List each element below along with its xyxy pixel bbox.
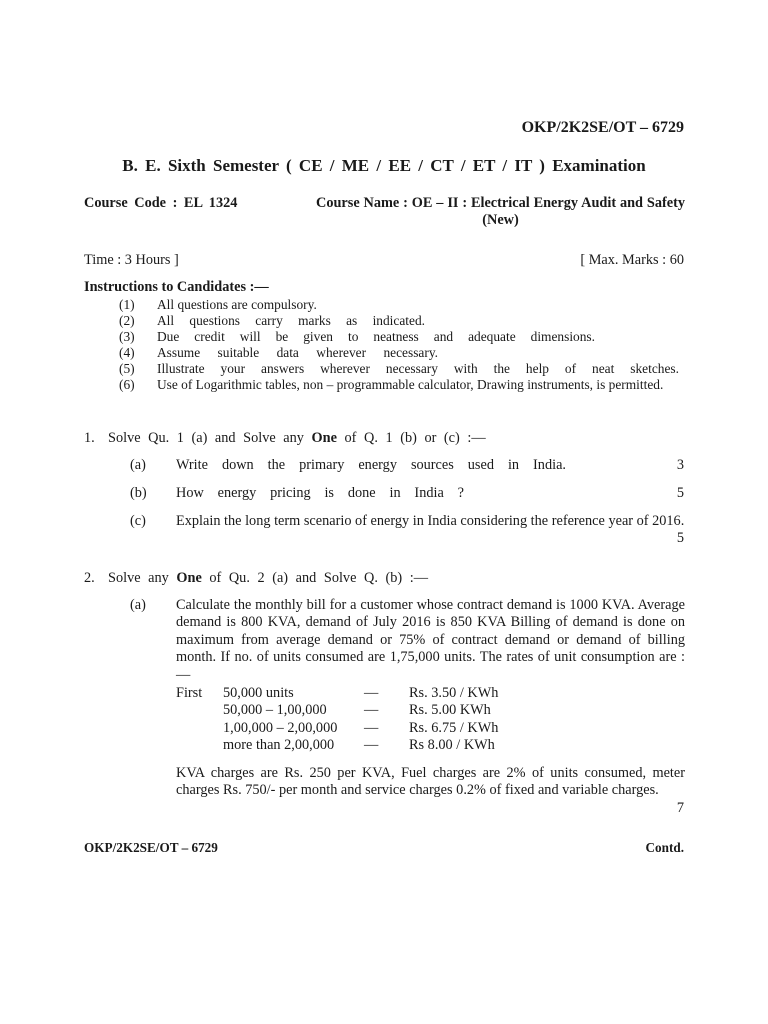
rate-dash: —: [364, 685, 379, 701]
instruction-number: (6): [119, 377, 135, 392]
subquestion-label: (b): [130, 485, 147, 501]
instruction-number: (2): [119, 313, 135, 328]
instruction-text: Use of Logarithmic tables, non – programmable calculator, Drawing instruments, is permitted.: [157, 377, 664, 392]
course-code: Course Code : EL 1324: [84, 195, 238, 211]
rate-dash: —: [364, 720, 379, 736]
rate-value: Rs. 6.75 / KWh: [409, 720, 499, 736]
footer-paper-code: OKP/2K2SE/OT – 6729: [84, 840, 218, 855]
rate-range: 50,000 units: [223, 685, 294, 701]
instructions-heading: Instructions to Candidates :—: [84, 279, 269, 295]
instruction-text: Illustrate your answers wherever necessary with the help of neat sketches.: [157, 361, 679, 376]
subquestion-marks: 3: [676, 457, 684, 473]
subquestion-marks: 5: [676, 485, 684, 501]
rate-dash: —: [364, 737, 379, 753]
subquestion-text: Calculate the monthly bill for a customer whose contract demand is 1000 KVA. Average demand is 800 KVA, demand of July 2016 is 850 KVA Billing of demand is done on maximum from average demand or 75% of contract demand or demand of billing month. If no. of units consumed are 1,75,000 units. The rates of unit consumption are :—: [176, 597, 685, 683]
subquestion-text: Write down the primary energy sources used in India.: [176, 457, 566, 473]
question-prompt-prefix: Solve any: [108, 570, 169, 586]
rate-value: Rs. 5.00 KWh: [409, 702, 491, 718]
subquestion-label: (a): [130, 597, 146, 613]
rate-value: Rs. 3.50 / KWh: [409, 685, 499, 701]
instruction-text: All questions carry marks as indicated.: [157, 313, 425, 328]
instruction-text: All questions are compulsory.: [157, 297, 317, 312]
subquestion-marks: 7: [676, 800, 684, 816]
subquestion-label: (a): [130, 457, 146, 473]
question-number: 2.: [84, 570, 95, 586]
subquestion-text: Explain the long term scenario of energy in India considering the reference year of 2016.: [176, 513, 685, 529]
instruction-text: Assume suitable data wherever necessary.: [157, 345, 438, 360]
continued-label: Contd.: [645, 840, 684, 855]
question-1-prompt: [108, 430, 486, 447]
subquestion-marks: 5: [676, 530, 684, 546]
rate-dash: —: [364, 702, 379, 718]
question-prompt-suffix: of Qu. 2 (a) and Solve Q. (b) :—: [209, 570, 428, 586]
instruction-number: (5): [119, 361, 135, 376]
question-number: 1.: [84, 430, 95, 446]
rate-range: 1,00,000 – 2,00,000: [223, 720, 338, 736]
instruction-text: Due credit will be given to neatness and adequate dimensions.: [157, 329, 595, 344]
question-prompt-suffix: of Q. 1 (b) or (c) :—: [344, 430, 486, 446]
instruction-number: (4): [119, 345, 135, 360]
question-2-prompt: [108, 570, 428, 587]
rate-range: 50,000 – 1,00,000: [223, 702, 327, 718]
question-prompt-emphasis: One: [311, 430, 337, 446]
rate-value: Rs 8.00 / KWh: [409, 737, 495, 753]
instruction-number: (3): [119, 329, 135, 344]
subquestion-text: How energy pricing is done in India ?: [176, 485, 464, 501]
question-prompt-prefix: Solve Qu. 1 (a) and Solve any: [108, 430, 304, 446]
subquestion-label: (c): [130, 513, 146, 529]
rate-prefix: First: [176, 685, 203, 701]
exam-title: B. E. Sixth Semester ( CE / ME / EE / CT / ET / IT ) Examination: [122, 156, 646, 175]
instruction-number: (1): [119, 297, 135, 312]
question-prompt-emphasis: One: [176, 570, 202, 586]
course-name: Course Name : OE – II : Electrical Energy Audit and Safety (New): [316, 195, 685, 228]
rate-range: more than 2,00,000: [223, 737, 335, 753]
charges-text: KVA charges are Rs. 250 per KVA, Fuel charges are 2% of units consumed, meter charges Rs. 750/- per month and service charges 0.2% of fixed and variable charges.: [176, 765, 685, 799]
paper-code: OKP/2K2SE/OT – 6729: [521, 119, 684, 136]
max-marks: [ Max. Marks : 60: [580, 252, 684, 268]
exam-duration: Time : 3 Hours ]: [84, 252, 179, 268]
